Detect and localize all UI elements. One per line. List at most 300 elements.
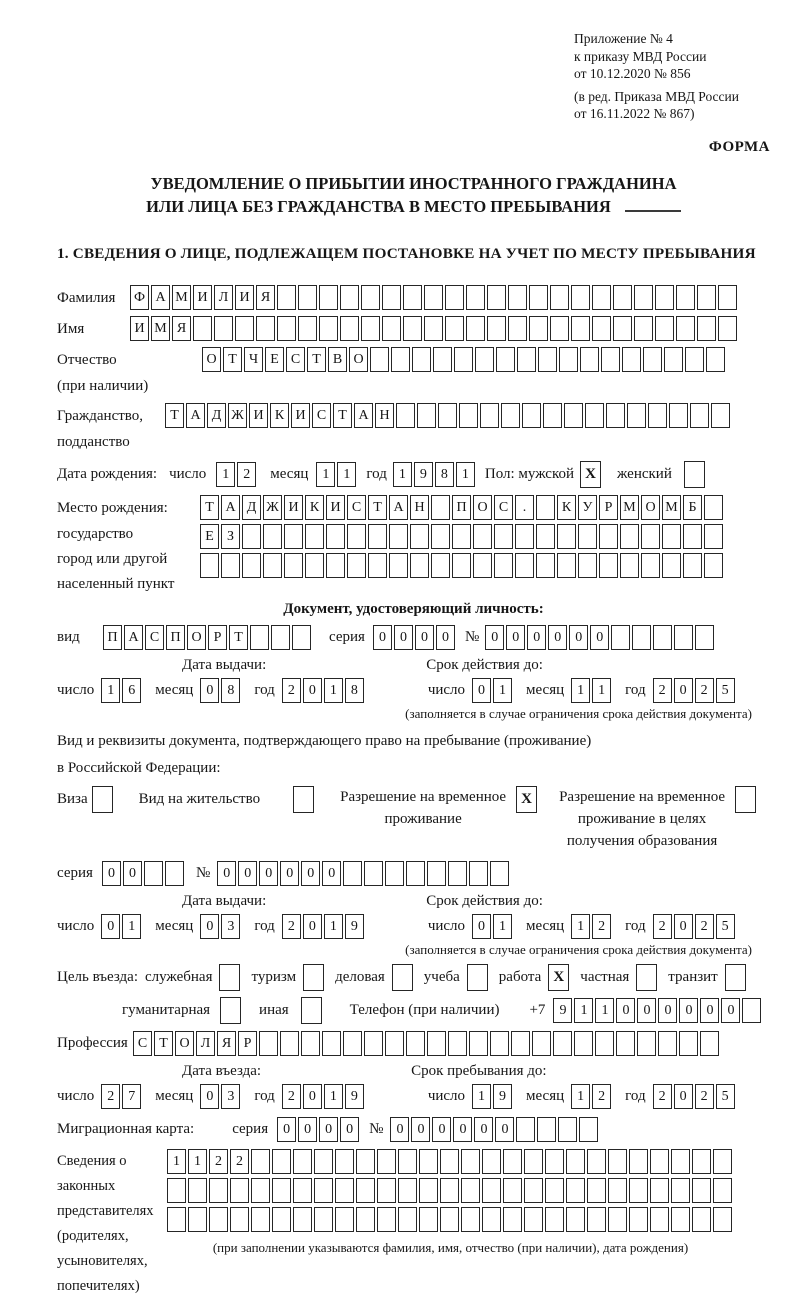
char-box[interactable]: 0 [238, 861, 257, 886]
temp-permit-checkbox[interactable]: X [516, 786, 537, 813]
char-box[interactable] [469, 861, 488, 886]
char-box[interactable]: К [305, 495, 324, 520]
char-box[interactable]: Е [265, 347, 284, 372]
male-checkbox[interactable]: X [580, 461, 601, 488]
char-box[interactable]: Я [172, 316, 191, 341]
char-box[interactable] [620, 553, 639, 578]
char-box[interactable] [578, 524, 597, 549]
char-box[interactable] [620, 524, 639, 549]
char-box[interactable]: 2 [282, 914, 301, 939]
char-box[interactable] [538, 347, 557, 372]
char-box[interactable] [293, 1207, 312, 1232]
char-box[interactable] [200, 553, 219, 578]
char-box[interactable] [571, 316, 590, 341]
char-box[interactable]: О [187, 625, 206, 650]
char-box[interactable] [487, 285, 506, 310]
char-box[interactable]: Е [200, 524, 219, 549]
char-box[interactable] [482, 1178, 501, 1203]
char-box[interactable] [655, 285, 674, 310]
char-box[interactable] [545, 1207, 564, 1232]
char-box[interactable] [599, 553, 618, 578]
char-box[interactable]: 0 [390, 1117, 409, 1142]
char-box[interactable]: Т [223, 347, 242, 372]
char-box[interactable] [469, 1031, 488, 1056]
char-box[interactable]: 0 [394, 625, 413, 650]
char-box[interactable] [543, 403, 562, 428]
entry-year-boxes[interactable] [282, 1084, 366, 1109]
char-box[interactable]: 5 [716, 678, 735, 703]
char-box[interactable]: 0 [277, 1117, 296, 1142]
char-box[interactable] [700, 1031, 719, 1056]
char-box[interactable] [643, 347, 662, 372]
char-box[interactable] [272, 1149, 291, 1174]
char-box[interactable]: 2 [230, 1149, 249, 1174]
char-box[interactable]: 1 [574, 998, 593, 1023]
char-box[interactable] [664, 347, 683, 372]
char-box[interactable] [461, 1149, 480, 1174]
char-box[interactable] [301, 1031, 320, 1056]
char-box[interactable]: О [202, 347, 221, 372]
char-box[interactable]: Р [208, 625, 227, 650]
char-box[interactable]: 3 [221, 914, 240, 939]
char-box[interactable]: 0 [432, 1117, 451, 1142]
char-box[interactable] [587, 1207, 606, 1232]
char-box[interactable] [167, 1207, 186, 1232]
char-box[interactable] [503, 1178, 522, 1203]
char-box[interactable] [524, 1149, 543, 1174]
char-box[interactable] [448, 861, 467, 886]
char-box[interactable] [599, 524, 618, 549]
char-box[interactable]: С [347, 495, 366, 520]
char-box[interactable] [406, 1031, 425, 1056]
char-box[interactable]: К [557, 495, 576, 520]
char-box[interactable]: 0 [298, 1117, 317, 1142]
char-box[interactable] [713, 1149, 732, 1174]
purpose-tourism-checkbox[interactable] [303, 964, 324, 991]
char-box[interactable] [417, 403, 436, 428]
char-box[interactable] [347, 553, 366, 578]
char-box[interactable] [424, 285, 443, 310]
char-box[interactable] [711, 403, 730, 428]
char-box[interactable] [676, 316, 695, 341]
char-box[interactable] [272, 1178, 291, 1203]
char-box[interactable] [230, 1178, 249, 1203]
char-box[interactable] [263, 524, 282, 549]
char-box[interactable]: Т [200, 495, 219, 520]
purpose-business-checkbox[interactable] [392, 964, 413, 991]
char-box[interactable]: О [349, 347, 368, 372]
char-box[interactable] [704, 495, 723, 520]
char-box[interactable]: Ч [244, 347, 263, 372]
char-box[interactable]: 1 [595, 998, 614, 1023]
char-box[interactable] [559, 347, 578, 372]
permit-valid-month-boxes[interactable] [571, 914, 613, 939]
char-box[interactable] [585, 403, 604, 428]
char-box[interactable]: 1 [337, 462, 356, 487]
birth-month-boxes[interactable] [316, 462, 358, 487]
char-box[interactable]: 0 [200, 1084, 219, 1109]
char-box[interactable] [529, 285, 548, 310]
char-box[interactable]: Т [165, 403, 184, 428]
char-box[interactable]: 9 [345, 1084, 364, 1109]
char-box[interactable] [377, 1149, 396, 1174]
char-box[interactable]: А [221, 495, 240, 520]
purpose-official-checkbox[interactable] [219, 964, 240, 991]
char-box[interactable]: 7 [122, 1084, 141, 1109]
permit-valid-day-boxes[interactable] [472, 914, 514, 939]
char-box[interactable] [377, 1178, 396, 1203]
char-box[interactable]: 0 [637, 998, 656, 1023]
char-box[interactable]: 0 [217, 861, 236, 886]
phone-boxes[interactable] [553, 998, 763, 1023]
char-box[interactable] [326, 524, 345, 549]
char-box[interactable]: 2 [653, 1084, 672, 1109]
char-box[interactable] [385, 861, 404, 886]
char-box[interactable] [335, 1149, 354, 1174]
char-box[interactable] [230, 1207, 249, 1232]
char-box[interactable] [424, 316, 443, 341]
char-box[interactable] [340, 285, 359, 310]
char-box[interactable] [406, 861, 425, 886]
char-box[interactable]: 0 [415, 625, 434, 650]
char-box[interactable]: О [473, 495, 492, 520]
char-box[interactable] [648, 403, 667, 428]
iddoc-kind-boxes[interactable] [103, 625, 313, 650]
char-box[interactable] [438, 403, 457, 428]
char-box[interactable] [566, 1207, 585, 1232]
char-box[interactable]: М [172, 285, 191, 310]
char-box[interactable] [144, 861, 163, 886]
char-box[interactable] [370, 347, 389, 372]
char-box[interactable]: . [515, 495, 534, 520]
char-box[interactable] [611, 625, 630, 650]
char-box[interactable]: 5 [716, 914, 735, 939]
char-box[interactable]: 1 [324, 1084, 343, 1109]
char-box[interactable] [704, 524, 723, 549]
char-box[interactable] [480, 403, 499, 428]
char-box[interactable] [356, 1149, 375, 1174]
char-box[interactable] [671, 1178, 690, 1203]
purpose-other-checkbox[interactable] [301, 997, 322, 1024]
char-box[interactable]: 2 [237, 462, 256, 487]
char-box[interactable] [634, 316, 653, 341]
char-box[interactable]: А [354, 403, 373, 428]
patronymic-boxes[interactable] [202, 347, 727, 372]
char-box[interactable] [683, 524, 702, 549]
char-box[interactable] [601, 347, 620, 372]
char-box[interactable] [419, 1149, 438, 1174]
char-box[interactable]: С [494, 495, 513, 520]
char-box[interactable]: 2 [695, 914, 714, 939]
char-box[interactable]: Ф [130, 285, 149, 310]
char-box[interactable] [515, 524, 534, 549]
char-box[interactable]: Д [242, 495, 261, 520]
char-box[interactable] [637, 1031, 656, 1056]
purpose-study-checkbox[interactable] [467, 964, 488, 991]
char-box[interactable] [188, 1207, 207, 1232]
char-box[interactable]: 0 [472, 678, 491, 703]
char-box[interactable] [655, 316, 674, 341]
char-box[interactable]: 6 [122, 678, 141, 703]
char-box[interactable] [277, 285, 296, 310]
until-month-boxes[interactable] [571, 1084, 613, 1109]
char-box[interactable] [356, 1178, 375, 1203]
char-box[interactable] [545, 1178, 564, 1203]
char-box[interactable]: 0 [495, 1117, 514, 1142]
char-box[interactable] [522, 403, 541, 428]
char-box[interactable] [536, 524, 555, 549]
char-box[interactable]: 1 [571, 1084, 590, 1109]
char-box[interactable] [403, 316, 422, 341]
char-box[interactable]: 0 [658, 998, 677, 1023]
char-box[interactable]: 1 [324, 678, 343, 703]
char-box[interactable]: 0 [700, 998, 719, 1023]
char-box[interactable] [587, 1178, 606, 1203]
char-box[interactable] [314, 1207, 333, 1232]
char-box[interactable] [433, 347, 452, 372]
char-box[interactable]: Л [214, 285, 233, 310]
char-box[interactable] [571, 285, 590, 310]
char-box[interactable] [448, 1031, 467, 1056]
char-box[interactable] [713, 1178, 732, 1203]
char-box[interactable]: Я [256, 285, 275, 310]
char-box[interactable]: К [270, 403, 289, 428]
char-box[interactable] [361, 285, 380, 310]
char-box[interactable]: 9 [553, 998, 572, 1023]
char-box[interactable]: А [389, 495, 408, 520]
char-box[interactable] [271, 625, 290, 650]
char-box[interactable] [452, 553, 471, 578]
char-box[interactable]: М [620, 495, 639, 520]
char-box[interactable] [259, 1031, 278, 1056]
char-box[interactable]: И [235, 285, 254, 310]
char-box[interactable] [466, 316, 485, 341]
char-box[interactable]: Н [375, 403, 394, 428]
char-box[interactable]: Б [683, 495, 702, 520]
char-box[interactable] [641, 524, 660, 549]
char-box[interactable] [335, 1207, 354, 1232]
char-box[interactable]: И [291, 403, 310, 428]
char-box[interactable]: 1 [216, 462, 235, 487]
char-box[interactable] [566, 1178, 585, 1203]
char-box[interactable] [629, 1207, 648, 1232]
char-box[interactable] [490, 1031, 509, 1056]
permit-number-boxes[interactable] [217, 861, 511, 886]
char-box[interactable] [364, 861, 383, 886]
char-box[interactable] [494, 553, 513, 578]
char-box[interactable]: 2 [282, 1084, 301, 1109]
char-box[interactable]: 0 [322, 861, 341, 886]
char-box[interactable]: С [145, 625, 164, 650]
char-box[interactable]: П [166, 625, 185, 650]
char-box[interactable] [466, 285, 485, 310]
char-box[interactable]: 1 [493, 678, 512, 703]
char-box[interactable] [574, 1031, 593, 1056]
char-box[interactable] [517, 347, 536, 372]
char-box[interactable] [503, 1207, 522, 1232]
citizenship-boxes[interactable] [165, 403, 732, 428]
char-box[interactable] [188, 1178, 207, 1203]
char-box[interactable] [524, 1178, 543, 1203]
char-box[interactable] [322, 1031, 341, 1056]
char-box[interactable]: З [221, 524, 240, 549]
char-box[interactable] [704, 553, 723, 578]
char-box[interactable] [440, 1149, 459, 1174]
char-box[interactable] [398, 1178, 417, 1203]
char-box[interactable]: 9 [345, 914, 364, 939]
char-box[interactable] [742, 998, 761, 1023]
entry-day-boxes[interactable] [101, 1084, 143, 1109]
char-box[interactable]: 0 [721, 998, 740, 1023]
char-box[interactable] [496, 347, 515, 372]
char-box[interactable]: 0 [102, 861, 121, 886]
char-box[interactable]: 3 [221, 1084, 240, 1109]
char-box[interactable] [403, 285, 422, 310]
char-box[interactable]: 5 [716, 1084, 735, 1109]
char-box[interactable] [410, 553, 429, 578]
char-box[interactable] [398, 1149, 417, 1174]
char-box[interactable]: 1 [393, 462, 412, 487]
char-box[interactable] [284, 553, 303, 578]
char-box[interactable] [641, 553, 660, 578]
char-box[interactable] [209, 1178, 228, 1203]
char-box[interactable]: 1 [472, 1084, 491, 1109]
char-box[interactable]: О [175, 1031, 194, 1056]
char-box[interactable]: 0 [527, 625, 546, 650]
char-box[interactable] [242, 524, 261, 549]
iddoc-series-boxes[interactable] [373, 625, 457, 650]
char-box[interactable] [685, 347, 704, 372]
char-box[interactable] [473, 553, 492, 578]
char-box[interactable]: 0 [474, 1117, 493, 1142]
char-box[interactable]: 0 [319, 1117, 338, 1142]
char-box[interactable] [396, 403, 415, 428]
char-box[interactable]: П [103, 625, 122, 650]
birthplace-row3-boxes[interactable] [200, 553, 725, 578]
char-box[interactable] [579, 1117, 598, 1142]
char-box[interactable]: И [284, 495, 303, 520]
char-box[interactable] [697, 285, 716, 310]
char-box[interactable] [622, 347, 641, 372]
char-box[interactable]: С [133, 1031, 152, 1056]
char-box[interactable]: У [578, 495, 597, 520]
char-box[interactable]: 1 [101, 678, 120, 703]
char-box[interactable]: М [151, 316, 170, 341]
char-box[interactable] [662, 524, 681, 549]
char-box[interactable] [537, 1117, 556, 1142]
female-checkbox[interactable] [684, 461, 705, 488]
char-box[interactable] [550, 285, 569, 310]
char-box[interactable]: Ж [263, 495, 282, 520]
char-box[interactable] [503, 1149, 522, 1174]
char-box[interactable] [398, 1207, 417, 1232]
char-box[interactable] [347, 524, 366, 549]
char-box[interactable]: 0 [674, 1084, 693, 1109]
birth-year-boxes[interactable] [393, 462, 477, 487]
char-box[interactable] [580, 347, 599, 372]
char-box[interactable] [508, 316, 527, 341]
char-box[interactable] [165, 861, 184, 886]
edu-permit-checkbox[interactable] [735, 786, 756, 813]
char-box[interactable] [431, 495, 450, 520]
char-box[interactable]: И [130, 316, 149, 341]
char-box[interactable]: 2 [653, 678, 672, 703]
iddoc-valid-day-boxes[interactable] [472, 678, 514, 703]
char-box[interactable] [284, 524, 303, 549]
char-box[interactable] [382, 285, 401, 310]
char-box[interactable]: 2 [592, 914, 611, 939]
char-box[interactable] [277, 316, 296, 341]
char-box[interactable]: М [662, 495, 681, 520]
iddoc-issue-day-boxes[interactable] [101, 678, 143, 703]
iddoc-valid-year-boxes[interactable] [653, 678, 737, 703]
char-box[interactable] [314, 1149, 333, 1174]
char-box[interactable] [251, 1207, 270, 1232]
char-box[interactable] [718, 316, 737, 341]
char-box[interactable] [214, 316, 233, 341]
char-box[interactable] [319, 285, 338, 310]
char-box[interactable] [690, 403, 709, 428]
char-box[interactable]: 1 [188, 1149, 207, 1174]
permit-series-boxes[interactable] [102, 861, 186, 886]
char-box[interactable]: 2 [209, 1149, 228, 1174]
char-box[interactable]: 8 [435, 462, 454, 487]
char-box[interactable]: 1 [122, 914, 141, 939]
char-box[interactable]: 0 [569, 625, 588, 650]
char-box[interactable] [391, 347, 410, 372]
char-box[interactable] [587, 1149, 606, 1174]
char-box[interactable] [461, 1207, 480, 1232]
char-box[interactable]: И [249, 403, 268, 428]
char-box[interactable]: 0 [200, 678, 219, 703]
char-box[interactable] [490, 861, 509, 886]
char-box[interactable]: 2 [282, 678, 301, 703]
visa-checkbox[interactable] [92, 786, 113, 813]
birthplace-row1-boxes[interactable] [200, 495, 725, 520]
representatives-row2-boxes[interactable] [167, 1178, 734, 1203]
iddoc-issue-year-boxes[interactable] [282, 678, 366, 703]
char-box[interactable]: 0 [506, 625, 525, 650]
iddoc-issue-month-boxes[interactable] [200, 678, 242, 703]
char-box[interactable] [634, 285, 653, 310]
birth-day-boxes[interactable] [216, 462, 258, 487]
char-box[interactable] [419, 1178, 438, 1203]
char-box[interactable]: Т [333, 403, 352, 428]
char-box[interactable] [616, 1031, 635, 1056]
char-box[interactable] [629, 1149, 648, 1174]
char-box[interactable]: 0 [674, 914, 693, 939]
char-box[interactable] [431, 524, 450, 549]
char-box[interactable]: 1 [316, 462, 335, 487]
char-box[interactable]: 8 [221, 678, 240, 703]
char-box[interactable]: 0 [548, 625, 567, 650]
char-box[interactable] [427, 1031, 446, 1056]
char-box[interactable]: А [124, 625, 143, 650]
char-box[interactable]: 0 [303, 678, 322, 703]
char-box[interactable] [501, 403, 520, 428]
char-box[interactable] [305, 524, 324, 549]
char-box[interactable]: 2 [101, 1084, 120, 1109]
representatives-row1-boxes[interactable] [167, 1149, 734, 1174]
char-box[interactable] [221, 553, 240, 578]
char-box[interactable] [564, 403, 583, 428]
char-box[interactable] [389, 524, 408, 549]
char-box[interactable] [292, 625, 311, 650]
char-box[interactable]: С [312, 403, 331, 428]
char-box[interactable] [293, 1178, 312, 1203]
char-box[interactable] [516, 1117, 535, 1142]
char-box[interactable] [361, 316, 380, 341]
